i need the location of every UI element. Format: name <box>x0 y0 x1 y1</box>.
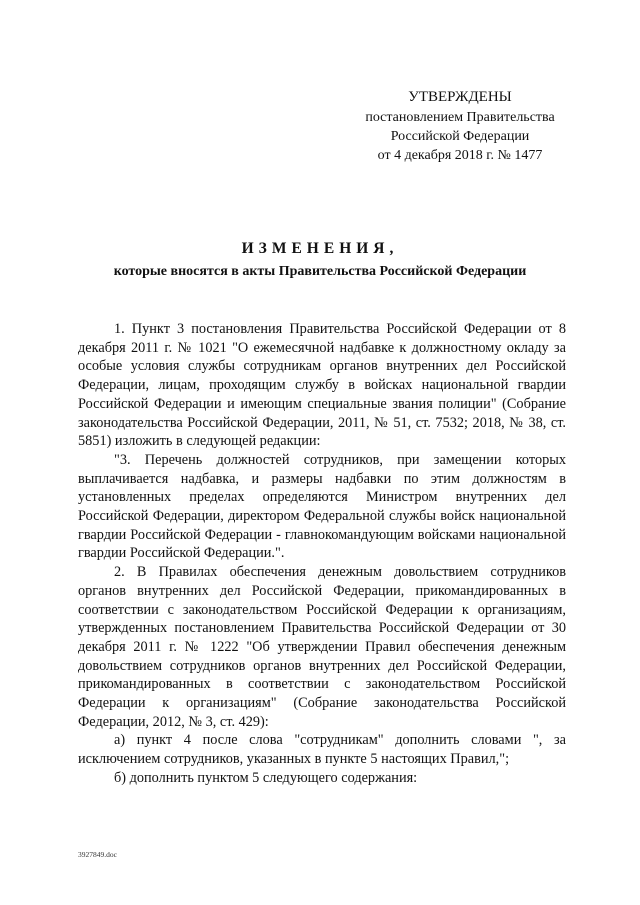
approval-line-1: постановлением Правительства <box>365 110 555 125</box>
paragraph-2: "3. Перечень должностей сотрудников, при замещении которых выплачивается надбавка, и размеры надбавки по этим должностям в установленных пределах определяются Министром внутренних дел Российской Федерации, директором Федеральной службы войск национальной гвардии Российской Федерации - главнокомандующим войсками национальной гвардии Российской Федерации.". <box>78 451 566 562</box>
paragraph-1: 1. Пункт 3 постановления Правительства Российской Федерации от 8 декабря 2011 г. № 1021 "О ежемесячной надбавке к должностному окладу за особые условия службы сотрудникам органов внутренних дел Российской Федерации, лицам, проходящим службу в войсках национальной гвардии Российской Федерации и имеющим специальные звания полиции" (Собрание законодательства Российской Федерации, 2011, № 51, ст. 7532; 2018, № 38, ст. 5851) изложить в следующей редакции: <box>78 321 566 450</box>
paragraph-5: б) дополнить пунктом 5 следующего содержания: <box>114 769 418 786</box>
file-name-footer: 3927849.doc <box>78 850 117 859</box>
approval-heading: УТВЕРЖДЕНЫ <box>408 89 512 105</box>
document-heading <box>0 238 640 282</box>
document-body <box>78 320 566 788</box>
paragraph-4: а) пункт 4 после слова "сотрудникам" дополнить словами ", за исключением сотрудников, указанных в пункте 5 настоящих Правил,"; <box>78 732 566 768</box>
approval-block <box>340 88 580 165</box>
approval-line-3: от 4 декабря 2018 г. № 1477 <box>377 148 543 163</box>
document-title: ИЗМЕНЕНИЯ, <box>241 240 399 257</box>
paragraph-3: 2. В Правилах обеспечения денежным довольствием сотрудников органов внутренних дел Российской Федерации, прикомандированных в соответствии с законодательством Российской Федерации к организациям, утвержденных постановлением Правительства Российской Федерации от 30 декабря 2011 г. № 1222 "Об утверждении Правил обеспечения денежным довольствием сотрудников органов внутренних дел Российской Федерации, прикомандированных в соответствии с законодательством Российской Федерации к организациям" (Собрание законодательства Российской Федерации, 2012, № 3, ст. 429): <box>78 564 566 730</box>
document-subtitle: которые вносятся в акты Правительства Российской Федерации <box>113 264 527 279</box>
approval-line-2: Российской Федерации <box>390 129 530 144</box>
